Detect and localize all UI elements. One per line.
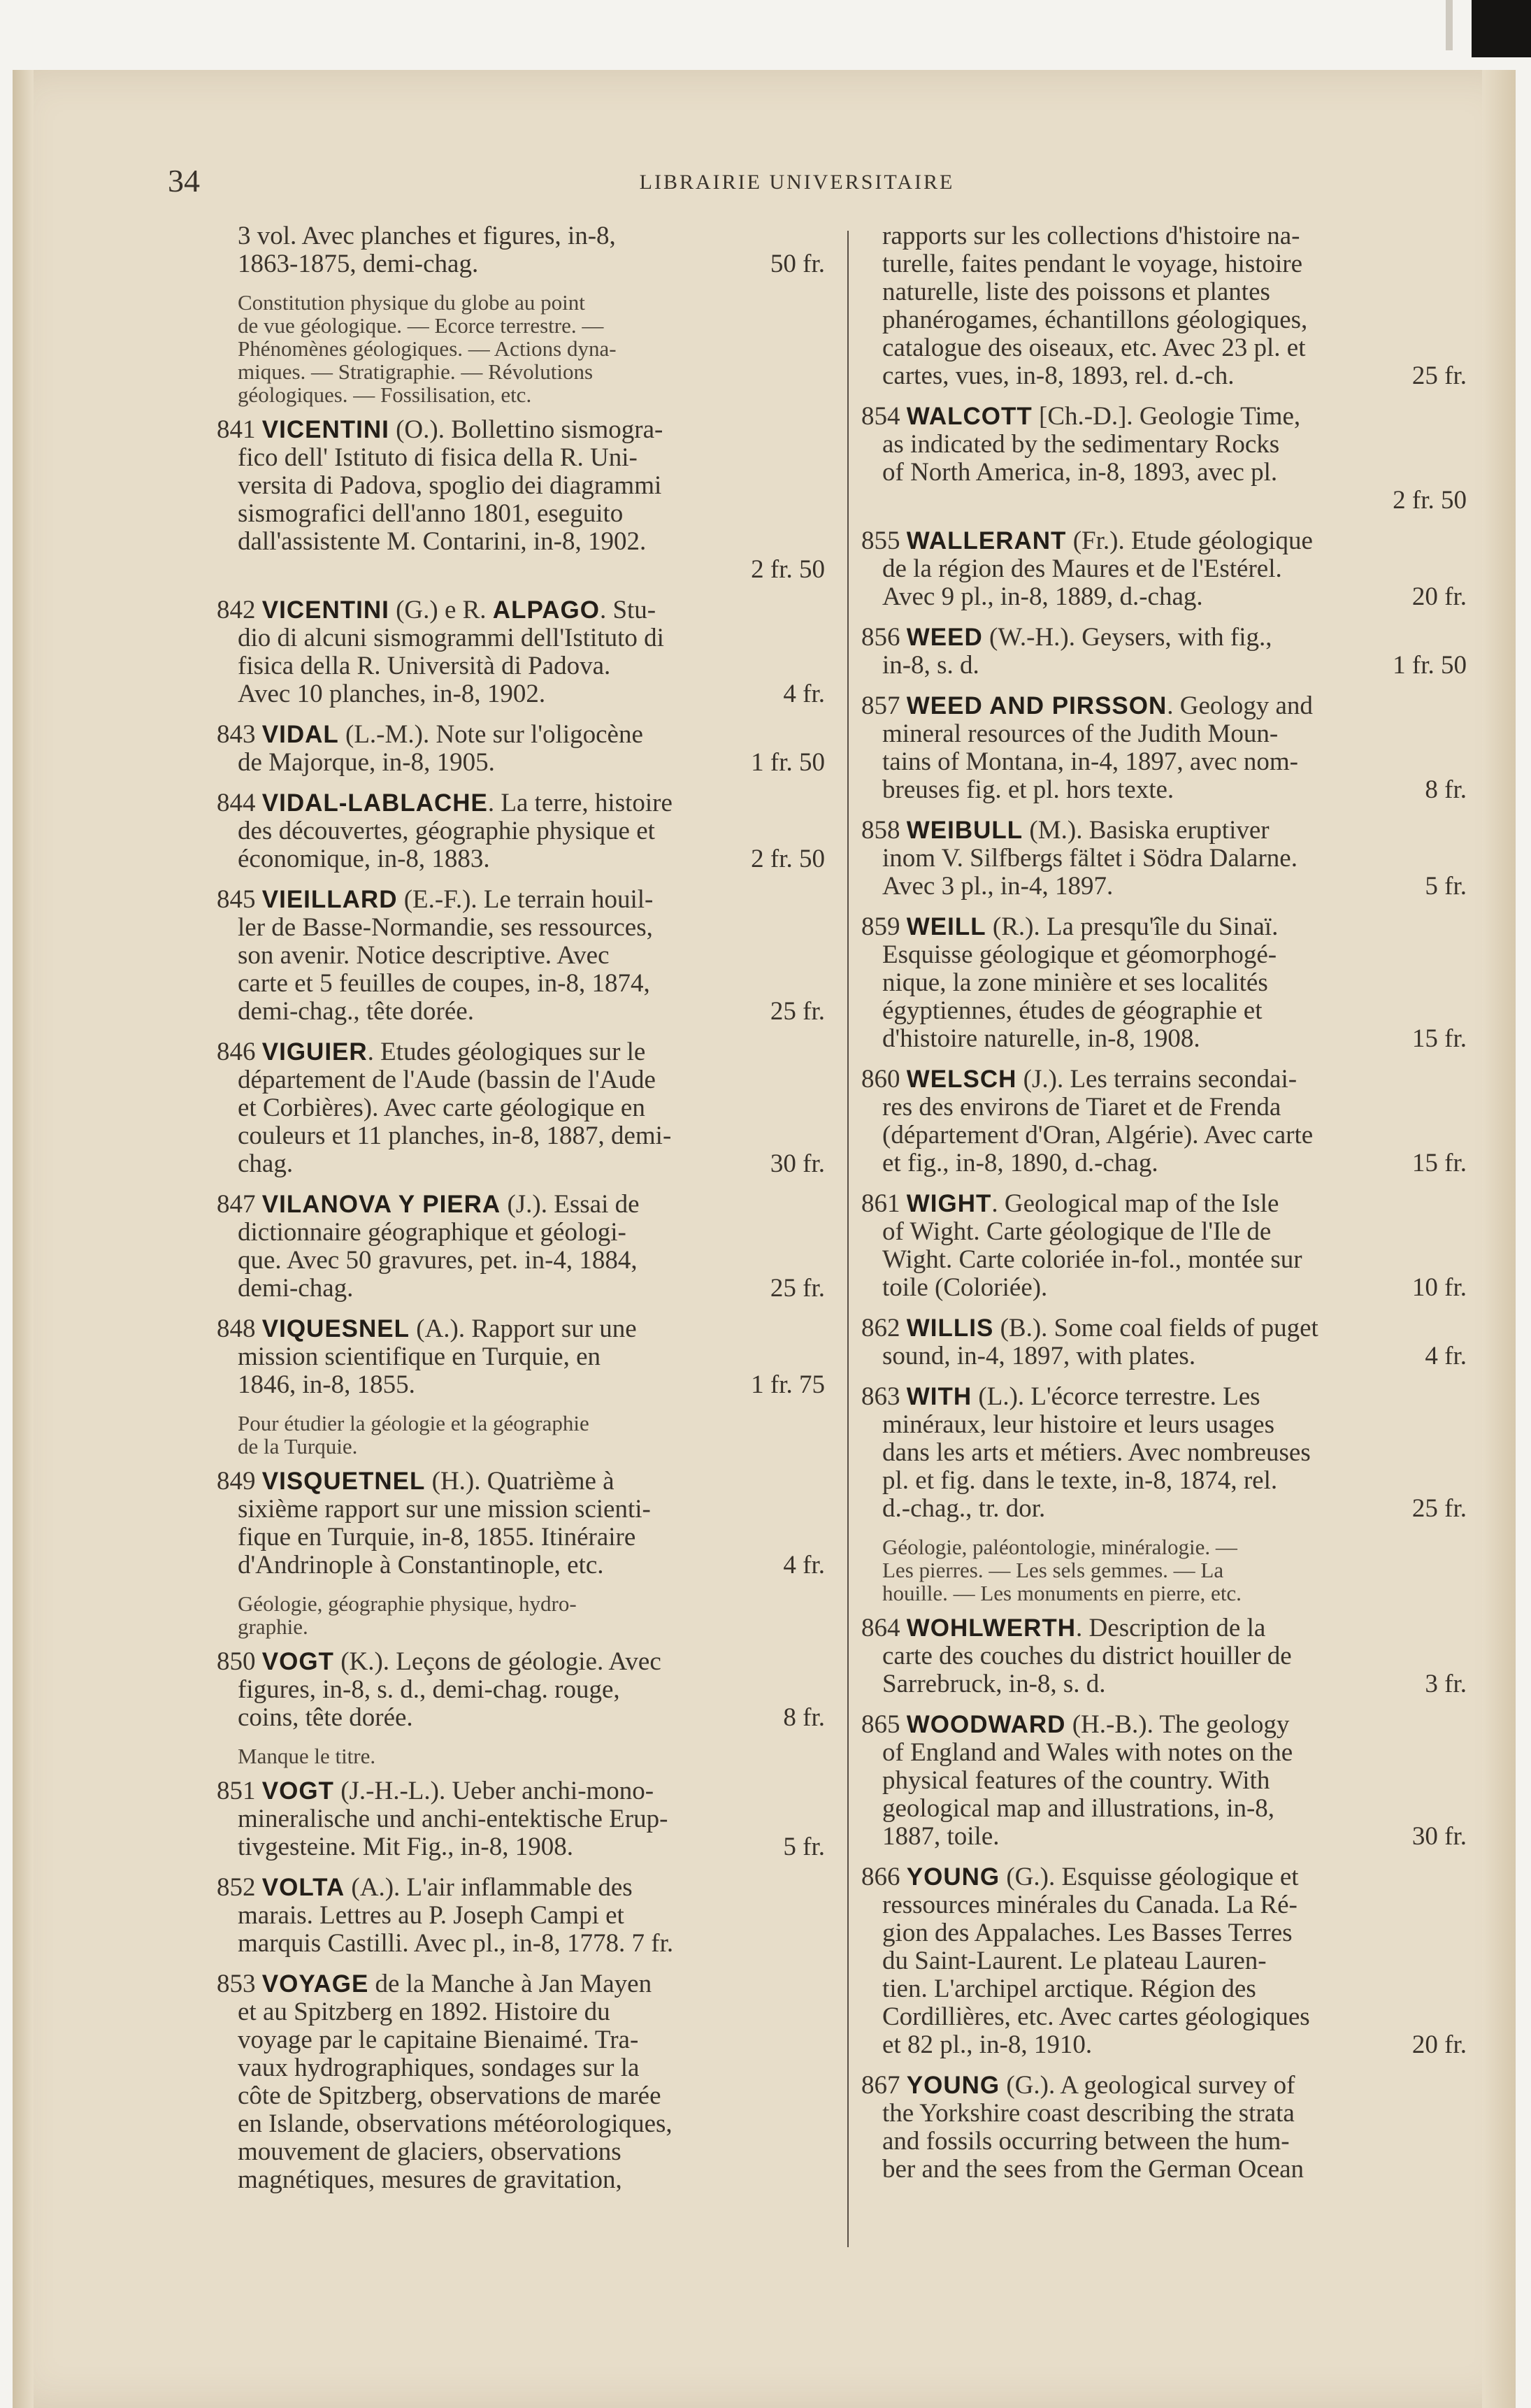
entry-author: WEIBULL <box>906 817 1023 844</box>
entry-865: 865 WOODWARD (H.-B.). The geology of England and Wales with notes on the physical features of the country. With geological map and illustrations, in-8, 1887, toile. 30 fr. <box>861 1710 1467 1851</box>
entry-860: 860 WELSCH (J.). Les terrains secondai- res des environs de Tiaret et de Frenda (département d'Oran, Algérie). Avec carte et fig., in-8, 1890, d.-chag. 15 fr. <box>861 1065 1467 1177</box>
entry-854: 854 WALCOTT [Ch.-D.]. Geologie Time, as indicated by the sedimentary Rocks of North America, in-8, 1893, avec pl. 2 fr. 50 <box>861 402 1467 515</box>
entry-number: 860 <box>861 1065 900 1094</box>
entry-author: VISQUETNEL <box>261 1468 426 1495</box>
page-edge-left <box>13 70 34 2408</box>
entry-842: 842 VICENTINI (G.) e R. ALPAGO. Stu- dio di alcuni sismogrammi dell'Istituto di fisica della R. Università di Padova. Avec 10 planches, in-8, 1902. 4 fr. <box>217 596 825 708</box>
entry-number: 865 <box>861 1710 900 1739</box>
entry-number: 864 <box>861 1614 900 1642</box>
entry-author: VIDAL-LABLACHE <box>261 789 488 817</box>
price: 3 fr. <box>1425 1670 1467 1698</box>
entry-author: VOYAGE <box>261 1970 369 1998</box>
entry-author: VILANOVA Y PIERA <box>261 1191 501 1218</box>
entry-851: 851 VOGT (J.-H.-L.). Ueber anchi-mono- mineralische und anchi-entektische Erup- tivgesteine. Mit Fig., in-8, 1908. 5 fr. <box>217 1777 825 1861</box>
entry-866: 866 YOUNG (G.). Esquisse géologique et ressources minérales du Canada. La Ré- gion des Appalaches. Les Basses Terres du Saint-Laurent. Le plateau Lauren- tien. L'archipel arctique. Région des Cordillières, etc. Avec cartes géologiques et 82 pl., in-8, 1910. 20 fr. <box>861 1863 1467 2059</box>
entry-848: 848 VIQUESNEL (A.). Rapport sur une mission scientifique en Turquie, en 1846, in-8, 1855. 1 fr. 75 <box>217 1314 825 1399</box>
entry-853-continued: rapports sur les collections d'histoire na- turelle, faites pendant le voyage, histoire naturelle, liste des poissons et plantes phanérogames, échantillons géologiques, catalogue des oiseaux, etc. Avec 23 pl. et cartes, vues, in-8, 1893, rel. d.-ch. 25 fr. <box>882 222 1467 390</box>
scanner-strip <box>1446 0 1453 50</box>
entry-number: 867 <box>861 2071 900 2100</box>
price: 8 fr. <box>783 1703 825 1732</box>
price: 25 fr. <box>770 1274 825 1303</box>
entry-author: VIGUIER <box>261 1038 368 1066</box>
entry-number: 853 <box>217 1970 256 1998</box>
price: 4 fr. <box>783 1551 825 1579</box>
entry-863: 863 WITH (L.). L'écorce terrestre. Les minéraux, leur histoire et leurs usages dans les arts et métiers. Avec nombreuses pl. et fig. dans le texte, in-8, 1874, rel. d.-chag., tr. dor. 25 fr. <box>861 1382 1467 1523</box>
entry-858: 858 WEIBULL (M.). Basiska eruptiver inom V. Silfbergs fältet i Södra Dalarne. Avec 3 pl., in-4, 1897. 5 fr. <box>861 816 1467 901</box>
entry-number: 861 <box>861 1189 900 1218</box>
entry-author: YOUNG <box>906 1863 1000 1891</box>
entry-862: 862 WILLIS (B.). Some coal fields of puget sound, in-4, 1897, with plates. 4 fr. <box>861 1314 1467 1370</box>
price: 20 fr. <box>1411 582 1467 611</box>
right-column <box>861 222 1467 2196</box>
price: 30 fr. <box>1411 1822 1467 1851</box>
entry-855: 855 WALLERANT (Fr.). Etude géologique de la région des Maures et de l'Estérel. Avec 9 pl., in-8, 1889, d.-chag. 20 fr. <box>861 526 1467 611</box>
entry-author: WOHLWERTH <box>906 1614 1077 1642</box>
entry-853: 853 VOYAGE de la Manche à Jan Mayen et au Spitzberg en 1892. Histoire du voyage par le capitaine Bienaimé. Tra- vaux hydrographiques, sondages sur la côte de Spitzberg, observations de marée en Islande, observations météorologiques, mouvement de glaciers, observations magnétiques, mesures de gravitation, <box>217 1970 673 2194</box>
entry-author: VOLTA <box>261 1874 345 1901</box>
entry-continued: 3 vol. Avec planches et figures, in-8, 1863-1875, demi-chag. 50 fr. <box>238 222 825 278</box>
entry-850: 850 VOGT (K.). Leçons de géologie. Avec figures, in-8, s. d., demi-chag. rouge, coins, tête dorée. 8 fr. <box>217 1647 825 1732</box>
price: 10 fr. <box>1411 1273 1467 1302</box>
entry-note: Manque le titre. <box>238 1744 376 1768</box>
entry-867: 867 YOUNG (G.). A geological survey of the Yorkshire coast describing the strata and fossils occurring between the hum- ber and the sees from the German Ocean <box>861 2071 1304 2184</box>
entry-number: 856 <box>861 623 900 652</box>
entry-author: VOGT <box>261 1777 334 1805</box>
price: 2 fr. 50 <box>1393 486 1467 515</box>
price: 5 fr. <box>1425 872 1467 901</box>
page-number: 34 <box>168 163 200 199</box>
entry-note: Géologie, paléontologie, minéralogie. — Les pierres. — Les sels gemmes. — La houille. — Les monuments en pierre, etc. <box>882 1535 1242 1605</box>
entry-number: 862 <box>861 1314 900 1342</box>
entry-number: 850 <box>217 1647 256 1676</box>
entry-number: 842 <box>217 596 256 624</box>
price: 25 fr. <box>770 997 825 1026</box>
entry-number: 846 <box>217 1038 256 1066</box>
price: 5 fr. <box>783 1833 825 1861</box>
entry-number: 849 <box>217 1467 256 1496</box>
entry-author: WIGHT <box>906 1190 992 1217</box>
entry-author: WILLIS <box>906 1314 994 1342</box>
column-rule <box>847 231 849 2247</box>
entry-number: 855 <box>861 526 900 555</box>
price: 1 fr. 75 <box>751 1370 825 1399</box>
entry-number: 844 <box>217 789 256 817</box>
entry-number: 841 <box>217 415 256 444</box>
entry-857: 857 WEED AND PIRSSON. Geology and mineral resources of the Judith Moun- tains of Montana, in-4, 1897, avec nom- breuses fig. et pl. hors texte. 8 fr. <box>861 691 1467 804</box>
entry-number: 857 <box>861 691 900 720</box>
price: 25 fr. <box>1411 361 1467 390</box>
entry-846: 846 VIGUIER. Etudes géologiques sur le département de l'Aude (bassin de l'Aude et Corbières). Avec carte géologique en couleurs et 11 planches, in-8, 1887, demi- chag. 30 fr. <box>217 1038 825 1178</box>
entry-author: WITH <box>906 1383 972 1410</box>
scanner-corner <box>1472 0 1531 57</box>
entry-author: WALCOTT <box>906 403 1033 430</box>
entry-author-2: ALPAGO <box>492 596 600 624</box>
entry-number: 852 <box>217 1873 256 1902</box>
entry-861: 861 WIGHT. Geological map of the Isle of Wight. Carte géologique de l'Ile de Wight. Carte coloriée in-fol., montée sur toile (Coloriée). 10 fr. <box>861 1189 1467 1302</box>
page-edge-right <box>1482 70 1516 2408</box>
left-column <box>217 222 825 2207</box>
entry-859: 859 WEILL (R.). La presqu'île du Sinaï. Esquisse géologique et géomorphogé- nique, la zone minière et ses localités égyptiennes, études de géographie et d'histoire naturelle, in-8, 1908. 15 fr. <box>861 912 1467 1053</box>
entry-847: 847 VILANOVA Y PIERA (J.). Essai de dictionnaire géographique et géologi- que. Avec 50 gravures, pet. in-4, 1884, demi-chag. 25 fr. <box>217 1190 825 1303</box>
entry-author: YOUNG <box>906 2072 1000 2099</box>
entry-number: 854 <box>861 402 900 431</box>
entry-844: 844 VIDAL-LABLACHE. La terre, histoire des découvertes, géographie physique et économique, in-8, 1883. 2 fr. 50 <box>217 789 825 873</box>
entry-864: 864 WOHLWERTH. Description de la carte des couches du district houiller de Sarrebruck, in-8, s. d. 3 fr. <box>861 1614 1467 1698</box>
entry-856: 856 WEED (W.-H.). Geysers, with fig., in-8, s. d. 1 fr. 50 <box>861 623 1467 680</box>
entry-number: 847 <box>217 1190 256 1219</box>
entry-number: 859 <box>861 912 900 941</box>
price: 15 fr. <box>1411 1149 1467 1177</box>
price: 50 fr. <box>770 250 825 278</box>
price: 2 fr. 50 <box>751 555 825 584</box>
entry-author: WOODWARD <box>906 1711 1066 1738</box>
entry-852: 852 VOLTA (A.). L'air inflammable des marais. Lettres au P. Joseph Campi et marquis Castilli. Avec pl., in-8, 1778. 7 fr. <box>217 1873 674 1958</box>
entry-number: 863 <box>861 1382 900 1411</box>
entry-841: 841 VICENTINI (O.). Bollettino sismogra- fico dell' Istituto di fisica della R. Uni- versita di Padova, spoglio dei diagrammi sismografici dell'anno 1801, eseguito dall'assistente M. Contarini, in-8, 1902. 2 fr. 50 <box>217 415 825 584</box>
price: 4 fr. <box>1425 1342 1467 1370</box>
entry-843: 843 VIDAL (L.-M.). Note sur l'oligocène de Majorque, in-8, 1905. 1 fr. 50 <box>217 720 825 777</box>
price: 20 fr. <box>1411 2030 1467 2059</box>
entry-author: WEED <box>906 624 983 651</box>
entry-author: VICENTINI <box>261 596 389 624</box>
entry-author: VIEILLARD <box>261 886 398 913</box>
entry-author: VIQUESNEL <box>261 1315 410 1342</box>
entry-author: VOGT <box>261 1648 334 1675</box>
entry-849: 849 VISQUETNEL (H.). Quatrième à sixième rapport sur une mission scienti- fique en Turquie, in-8, 1855. Itinéraire d'Andrinople à Constantinople, etc. 4 fr. <box>217 1467 825 1579</box>
price: 15 fr. <box>1411 1024 1467 1053</box>
entry-number: 851 <box>217 1777 256 1805</box>
entry-number: 858 <box>861 816 900 845</box>
entry-number: 843 <box>217 720 256 749</box>
running-title: LIBRAIRIE UNIVERSITAIRE <box>639 171 955 194</box>
entry-author: VICENTINI <box>261 416 389 443</box>
price: 4 fr. <box>783 680 825 708</box>
entry-author: VIDAL <box>261 721 339 748</box>
price: 8 fr. <box>1425 775 1467 804</box>
price: 30 fr. <box>770 1149 825 1178</box>
price: 1 fr. 50 <box>751 748 825 777</box>
entry-number: 866 <box>861 1863 900 1891</box>
entry-845: 845 VIEILLARD (E.-F.). Le terrain houil- ler de Basse-Normandie, ses ressources, son avenir. Notice descriptive. Avec carte et 5 feuilles de coupes, in-8, 1874, demi-chag., tête dorée. 25 fr. <box>217 885 825 1026</box>
entry-number: 845 <box>217 885 256 914</box>
entry-note: Pour étudier la géologie et la géographie de la Turquie. <box>238 1411 589 1459</box>
entry-number: 848 <box>217 1314 256 1343</box>
page-header <box>168 162 1468 204</box>
price: 2 fr. 50 <box>751 845 825 873</box>
price: 1 fr. 50 <box>1393 651 1467 680</box>
price: 25 fr. <box>1411 1494 1467 1523</box>
entry-author: WEED AND PIRSSON <box>906 692 1167 719</box>
entry-note: Constitution physique du globe au point de vue géologique. — Ecorce terrestre. — Phénomènes géologiques. — Actions dyna- miques. — Stratigraphie. — Révolutions géologiques. — Fossilisation, etc. <box>238 290 617 407</box>
entry-author: WEILL <box>906 913 986 940</box>
entry-author: WELSCH <box>906 1066 1017 1093</box>
entry-note: Géologie, géographie physique, hydro- graphie. <box>238 1591 577 1639</box>
entry-author: WALLERANT <box>906 527 1067 554</box>
